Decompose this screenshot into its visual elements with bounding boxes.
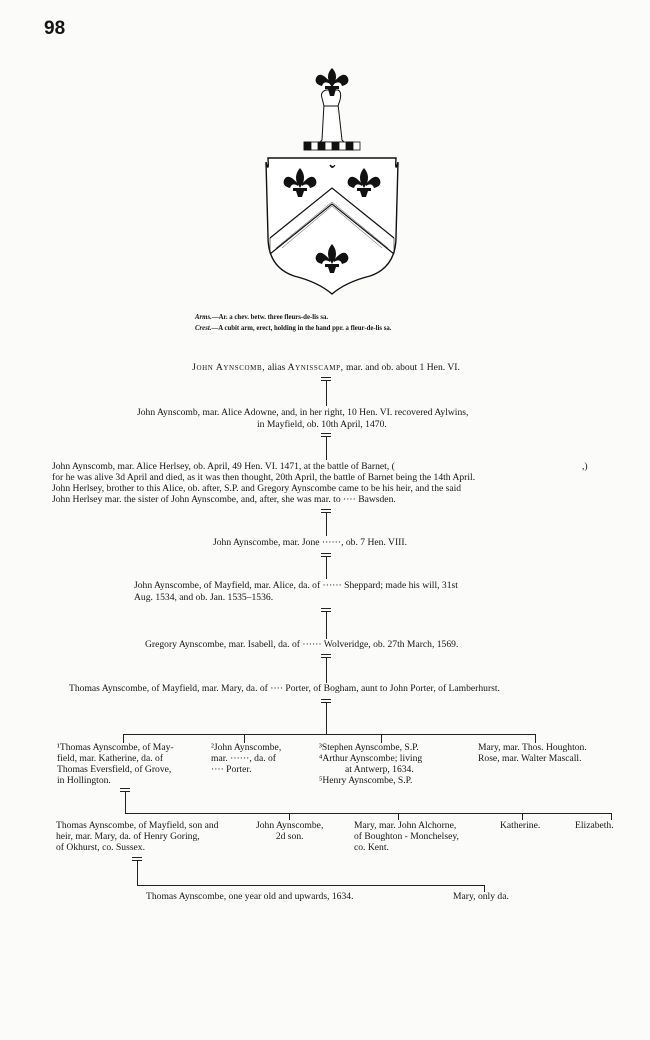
gen10-child2: Mary, only da. [453, 891, 509, 902]
gen8-child1-line: field, mar. Katherine, da. of [57, 753, 164, 764]
blazon [195, 312, 392, 334]
gen7-line1: Thomas Aynscombe, of Mayfield, mar. Mary, da. of ···· Porter, of Bogham, aunt to John Porter, of Lamberhurst. [69, 683, 500, 694]
gen1-alias-name: Aynisscamp, [287, 362, 344, 373]
gen8-child3-line: ³Stephen Aynscombe, S.P. [319, 742, 419, 753]
gen8-child2-line: mar. ······, da. of [211, 753, 276, 764]
gen9-child1 [56, 820, 218, 853]
page-number: 98 [44, 18, 66, 39]
crest-arm-icon [320, 90, 344, 142]
gen5-line1: John Aynscombe, of Mayfield, mar. Alice, da. of ······ Sheppard; made his will, 31st [134, 580, 458, 591]
coat-of-arms [262, 62, 402, 302]
gen1-rest: mar. and ob. about 1 Hen. VI. [343, 362, 460, 373]
descent-line [137, 860, 138, 885]
gen8-child1-line: in Hollington. [57, 775, 111, 786]
sibling-bar [123, 734, 535, 735]
gen8-child3-line: ⁵Henry Aynscombe, S.P. [319, 775, 413, 786]
gen5-line2: Aug. 1534, and ob. Jan. 1535–1536. [134, 592, 274, 603]
marriage-mark [321, 433, 331, 434]
marriage-mark [321, 553, 331, 554]
gen6-line1: Gregory Aynscombe, mar. Isabell, da. of ······ Wolveridge, ob. 27th March, 1569. [145, 639, 459, 650]
marriage-mark [321, 509, 331, 510]
child-drop [289, 813, 290, 820]
descent-line [326, 657, 327, 683]
crest-fleur-de-lis-icon [316, 68, 349, 96]
gen8-child3 [319, 742, 422, 786]
arms-label: Arms. [195, 314, 212, 321]
gen8-child4-line: Rose, mar. Walter Mascall. [478, 753, 582, 764]
crest-text: —A cubit arm, erect, holding in the hand ppr. a fleur-de-lis sa. [211, 325, 392, 332]
child-drop [611, 813, 612, 820]
gen9-child2 [256, 820, 323, 842]
gen3-line4: John Herlsey mar. the sister of John Aynscombe, and, after, she was mar. to ···· Bawsden. [52, 494, 396, 505]
gen8-child1-line: Thomas Eversfield, of Grove, [57, 764, 172, 775]
gen8-child4 [478, 742, 587, 764]
gen1-entry [192, 362, 460, 374]
gen10-child1: Thomas Aynscombe, one year old and upwards, 1634. [146, 891, 354, 902]
gen1-name: John Aynscomb, [192, 362, 266, 373]
crest-label: Crest. [195, 325, 212, 332]
marriage-mark [132, 857, 142, 858]
gen4-line1: John Aynscombe, mar. Jone ······, ob. 7 Hen. VIII. [213, 537, 407, 548]
gen8-child2-line: ···· Porter. [211, 764, 252, 775]
marriage-mark [321, 699, 331, 700]
gen8-child2 [211, 742, 281, 775]
gen8-child1-line: ¹Thomas Aynscombe, of May- [57, 742, 174, 753]
gen9-child1-line: heir, mar. Mary, da. of Henry Goring, [56, 831, 200, 842]
gen9-child5: Elizabeth. [575, 820, 614, 831]
crest-line [195, 323, 392, 334]
gen3-line1b: ,) [582, 461, 588, 472]
gen3-line2: for he was alive 3d April and died, as it was then thought, 20th April, the battle of Barnet being the 14th April. [52, 472, 476, 483]
descent-line [326, 702, 327, 734]
gen9-child3-line: Mary, mar. John Alchorne, [354, 820, 457, 831]
gen3-line3: John Herlsey, brother to this Alice, ob. after, S.P. and Gregory Aynscombe came to be his heir, and the said [52, 483, 462, 494]
gen9-child1-line: Thomas Aynscombe, of Mayfield, son and [56, 820, 219, 831]
gen3-line1a: John Aynscomb, mar. Alice Herlsey, ob. April, 49 Hen. VI. 1471, at the battle of Barnet, ( [52, 461, 395, 472]
descent-line [326, 436, 327, 460]
descent-line [326, 556, 327, 579]
gen9-child2-line: John Aynscombe, [256, 820, 324, 831]
sibling-bar [137, 885, 485, 886]
descent-line [326, 611, 327, 639]
marriage-mark [321, 654, 331, 655]
gen9-child3-line: of Boughton - Monchelsey, [354, 831, 459, 842]
sibling-bar [125, 813, 612, 814]
gen9-child4: Katherine. [500, 820, 541, 831]
gen8-child4-line: Mary, mar. Thos. Houghton. [478, 742, 587, 753]
marriage-mark [321, 608, 331, 609]
gen2-line1: John Aynscomb, mar. Alice Adowne, and, in her right, 10 Hen. VI. recovered Aylwins, [137, 407, 469, 418]
gen8-child2-line: ²John Aynscombe, [211, 742, 282, 753]
gen1-alias: alias [265, 362, 288, 373]
gen9-child1-line: of Okhurst, co. Sussex. [56, 842, 146, 853]
gen8-child1 [57, 742, 174, 786]
arms-text: —Ar. a chev. betw. three fleurs-de-lis sa. [211, 314, 329, 321]
wreath [304, 142, 360, 150]
gen9-child2-line: 2d son. [275, 831, 304, 842]
descent-line [125, 791, 126, 813]
descent-line [326, 512, 327, 536]
gen9-child3 [354, 820, 459, 853]
gen9-child3-line: co. Kent. [354, 842, 389, 853]
marriage-mark [321, 377, 331, 378]
gen2-line2: in Mayfield, ob. 10th April, 1470. [257, 419, 387, 430]
child-drop [398, 813, 399, 820]
descent-line [326, 380, 327, 406]
child-drop [522, 813, 523, 820]
gen8-child3-line: at Antwerp, 1634. [345, 764, 414, 775]
marriage-mark [120, 788, 130, 789]
gen8-child3-line: ⁴Arthur Aynscombe; living [319, 753, 423, 764]
arms-line [195, 312, 392, 323]
